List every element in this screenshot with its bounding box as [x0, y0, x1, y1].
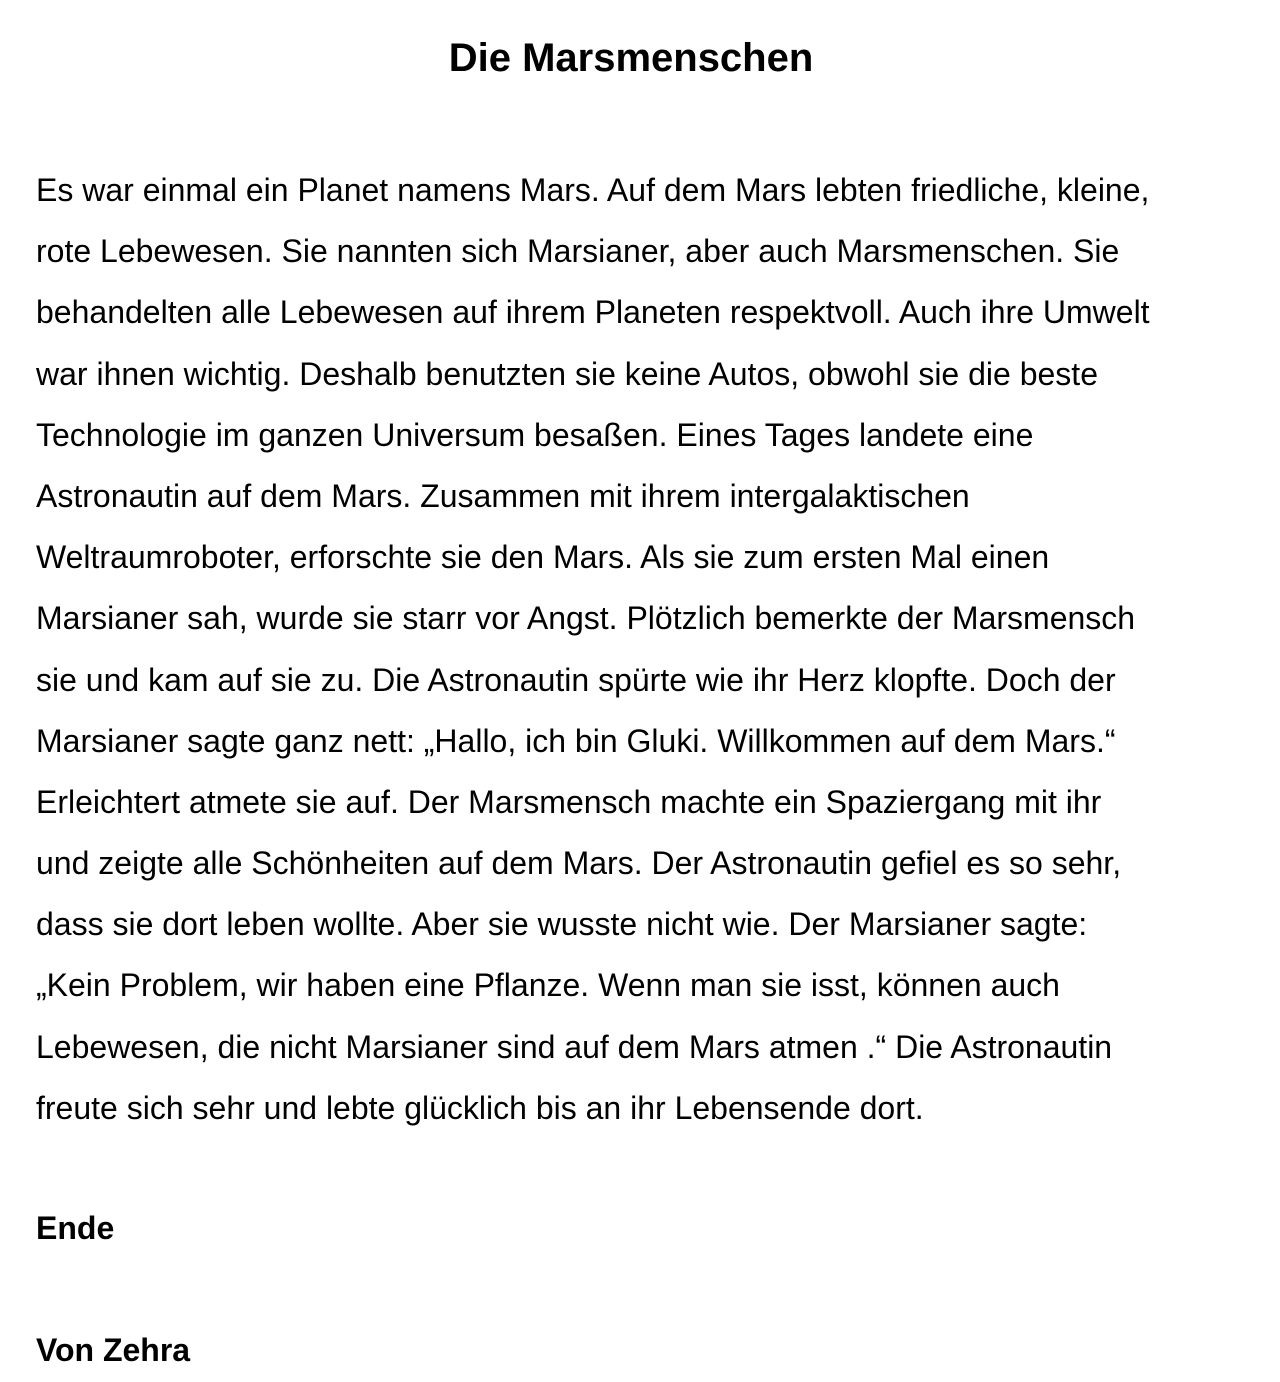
story-line: Weltraumroboter, erforschte sie den Mars. Als sie zum ersten Mal einen [36, 539, 1050, 576]
story-line: Technologie im ganzen Universum besaßen. Eines Tages landete eine [36, 416, 1034, 453]
story-line: Astronautin auf dem Mars. Zusammen mit ihrem intergalaktischen [36, 477, 970, 514]
story-line: rote Lebewesen. Sie nannten sich Marsianer, aber auch Marsmenschen. Sie [36, 233, 1120, 270]
story-line: Erleichtert atmete sie auf. Der Marsmensch machte ein Spaziergang mit ihr [36, 783, 1102, 820]
page-title: Die Marsmenschen [448, 36, 814, 80]
story-line: „Kein Problem, wir haben eine Pflanze. Wenn man sie isst, können auch [36, 967, 1060, 1004]
end-label: Ende [36, 1210, 115, 1246]
story-line: Marsianer sagte ganz nett: „Hallo, ich bin Gluki. Willkommen auf dem Mars.“ [36, 722, 1116, 759]
story-line: war ihnen wichtig. Deshalb benutzten sie keine Autos, obwohl sie die beste [36, 355, 1098, 392]
story-line: freute sich sehr und lebte glücklich bis an ihr Lebensende dort. [36, 1089, 924, 1126]
story-line: und zeigte alle Schönheiten auf dem Mars. Der Astronautin gefiel es so sehr, [36, 845, 1122, 882]
story-line: behandelten alle Lebewesen auf ihrem Planeten respektvoll. Auch ihre Umwelt [36, 294, 1150, 331]
story-line: Lebewesen, die nicht Marsianer sind auf dem Mars atmen .“ Die Astronautin [36, 1028, 1113, 1065]
story-line: dass sie dort leben wollte. Aber sie wusste nicht wie. Der Marsianer sagte: [36, 906, 1088, 943]
author-line: Von Zehra [36, 1332, 191, 1368]
story-line: sie und kam auf sie zu. Die Astronautin spürte wie ihr Herz klopfte. Doch der [36, 661, 1116, 698]
story-text [36, 160, 1276, 1139]
story-line: Es war einmal ein Planet namens Mars. Auf dem Mars lebten friedliche, kleine, [36, 172, 1150, 208]
story-line: Marsianer sah, wurde sie starr vor Angst. Plötzlich bemerkte der Marsmensch [36, 600, 1136, 637]
